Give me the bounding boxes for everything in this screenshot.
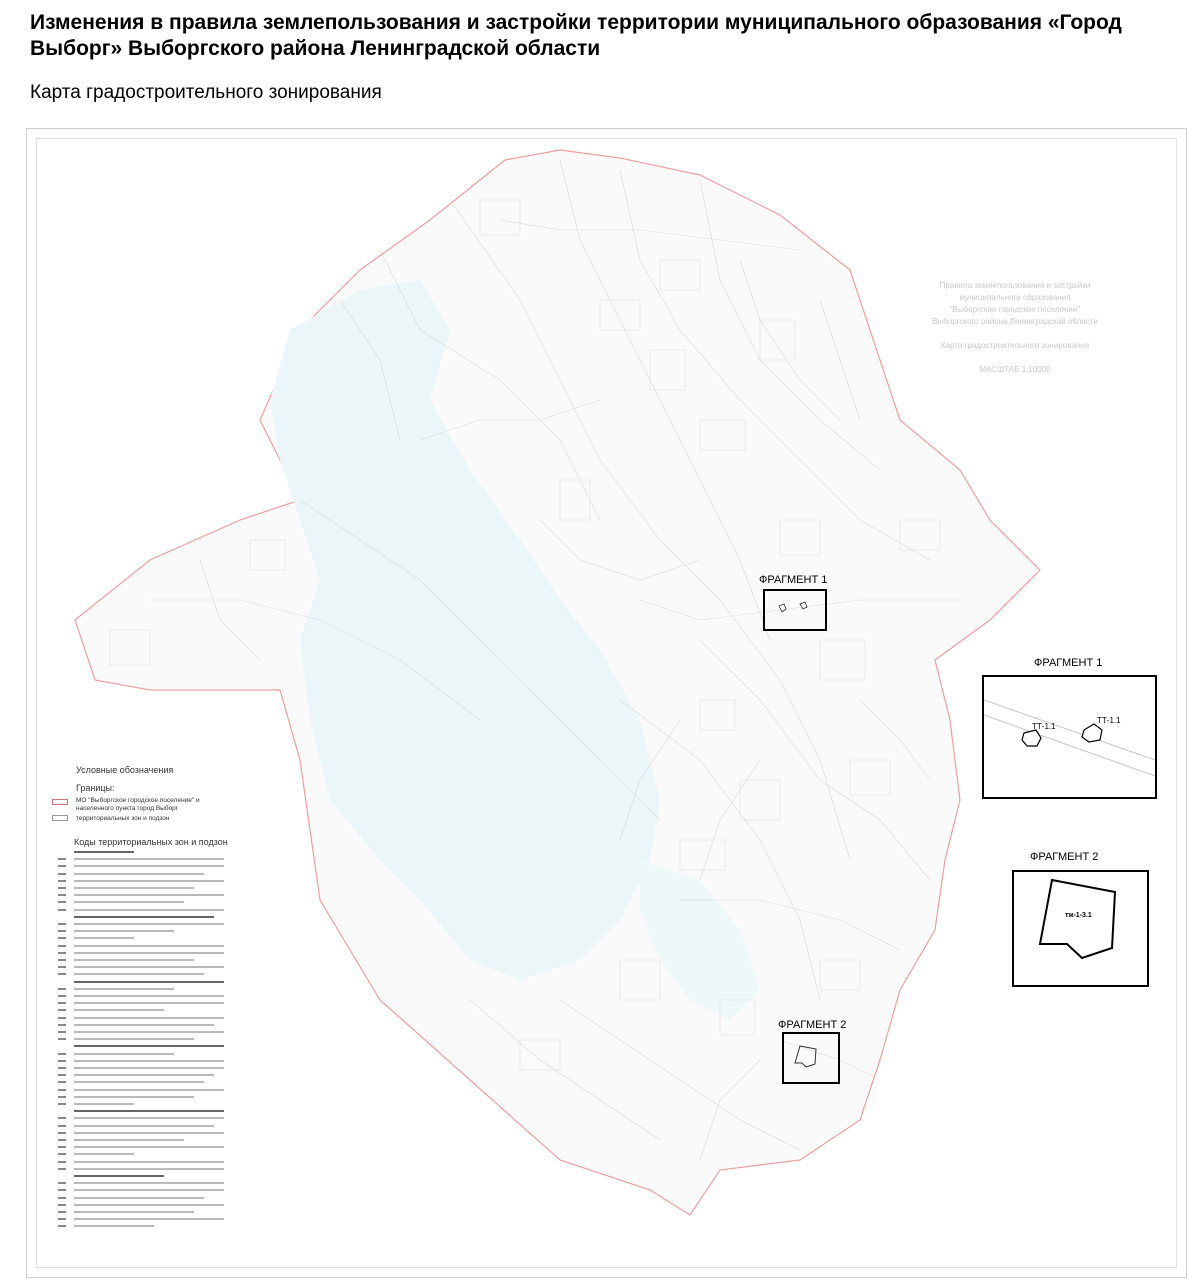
legend-code-row (58, 887, 238, 890)
fragment-2-inset-label: ФРАГМЕНТ 2 (1030, 851, 1099, 863)
legend-code-abbrev (58, 959, 66, 961)
legend-code-description (74, 1182, 224, 1184)
page-subtitle: Карта градостроительного зонирования (30, 82, 382, 103)
legend-code-abbrev (58, 1218, 66, 1220)
legend-code-abbrev (58, 1009, 66, 1011)
legend-code-description (74, 1225, 154, 1227)
legend-code-abbrev (58, 1146, 66, 1148)
legend-code-row (58, 1189, 238, 1192)
legend-code-description (74, 966, 224, 968)
stamp-spacer (915, 352, 1115, 364)
legend-code-row (58, 1081, 238, 1084)
legend-item-zones: территориальных зон и подзон (76, 815, 170, 822)
legend-code-description (74, 981, 224, 983)
legend-code-row (58, 1139, 238, 1142)
legend-code-row (58, 873, 238, 876)
legend-borders-heading: Границы: (76, 783, 115, 793)
legend-code-abbrev (58, 1132, 66, 1134)
fragment-1-inset-label: ФРАГМЕНТ 1 (1034, 657, 1103, 669)
fragment-1-zone-a-label: ТТ-1.1 (1032, 722, 1056, 731)
stamp-scale: МАСШТАБ 1:10000 (979, 365, 1051, 374)
legend-code-row (58, 1074, 238, 1077)
legend-code-row (58, 981, 238, 984)
legend-code-abbrev (58, 1060, 66, 1062)
legend-code-row (58, 1204, 238, 1207)
legend-code-description (74, 851, 134, 853)
legend-zone-swatch (52, 815, 68, 821)
legend-code-abbrev (58, 901, 66, 903)
legend-code-row (58, 909, 238, 912)
legend-code-description (74, 1096, 194, 1098)
legend-code-description (74, 873, 204, 875)
legend-code-row (58, 894, 238, 897)
legend-code-abbrev (58, 1204, 66, 1206)
legend-code-abbrev (58, 1153, 66, 1155)
legend-code-description (74, 1038, 194, 1040)
legend-code-description (74, 959, 194, 961)
legend-code-row (58, 1125, 238, 1128)
legend-code-description (74, 988, 174, 990)
legend-code-description (74, 1089, 224, 1091)
legend-code-abbrev (58, 1161, 66, 1163)
legend-code-description (74, 1074, 214, 1076)
legend-code-row (58, 1053, 238, 1056)
legend-code-description (74, 880, 224, 882)
legend-code-description (74, 945, 224, 947)
legend-code-row (58, 1067, 238, 1070)
stamp-line: Правила землепользования и застройки (939, 281, 1091, 290)
legend-code-row (58, 1197, 238, 1200)
legend-code-abbrev (58, 952, 66, 954)
legend-code-description (74, 973, 204, 975)
legend-code-row (58, 959, 238, 962)
legend-code-row (58, 1038, 238, 1041)
legend-code-abbrev (58, 1139, 66, 1141)
fragment-1-zone-b-label: ТТ-1.1 (1097, 716, 1121, 725)
legend-code-description (74, 1161, 224, 1163)
legend-code-description (74, 894, 224, 896)
legend-code-description (74, 930, 174, 932)
fragment-2-map-label: ФРАГМЕНТ 2 (778, 1019, 847, 1031)
legend-code-row (58, 1096, 238, 1099)
legend-code-description (74, 1002, 224, 1004)
legend-code-description (74, 1009, 164, 1011)
legend-code-row (58, 995, 238, 998)
legend-codes-title: Коды территориальных зон и подзон (74, 837, 228, 847)
legend-code-row (58, 1182, 238, 1185)
legend-code-abbrev (58, 1189, 66, 1191)
stamp-line: Выборгского района Ленинградской области (932, 317, 1098, 326)
legend-code-abbrev (58, 858, 66, 860)
legend-code-abbrev (58, 909, 66, 911)
fragment-1-inset-box[interactable] (982, 675, 1157, 799)
legend-code-row (58, 858, 238, 861)
legend-code-description (74, 1189, 224, 1191)
legend-code-description (74, 1211, 194, 1213)
legend-code-description (74, 995, 224, 997)
legend-code-row (58, 930, 238, 933)
legend-code-row (58, 1225, 238, 1228)
legend-code-row (58, 1146, 238, 1149)
legend-code-row (58, 1218, 238, 1221)
legend-code-row (58, 1017, 238, 1020)
legend-code-row (58, 1168, 238, 1171)
legend-code-description (74, 923, 224, 925)
legend-code-description (74, 1204, 224, 1206)
page-title: Изменения в правила землепользования и застройки территории муниципального образования «Город Выборг» Выборгского района Ленинградской области (30, 11, 1122, 60)
legend-code-description (74, 1175, 164, 1177)
stamp-spacer (915, 328, 1115, 340)
legend-code-abbrev (58, 1002, 66, 1004)
legend-code-row (58, 1002, 238, 1005)
legend-title: Условные обозначения (76, 765, 174, 775)
legend-code-abbrev (58, 1053, 66, 1055)
legend-code-row (58, 1045, 238, 1048)
legend-code-description (74, 1197, 204, 1199)
legend-code-row (58, 945, 238, 948)
legend-code-abbrev (58, 966, 66, 968)
legend-code-description (74, 1132, 224, 1134)
legend-code-abbrev (58, 945, 66, 947)
legend-code-description (74, 952, 224, 954)
legend-code-row (58, 916, 238, 919)
legend-code-row (58, 973, 238, 976)
legend-code-description (74, 858, 224, 860)
legend-code-abbrev (58, 1038, 66, 1040)
legend-code-row (58, 1110, 238, 1113)
legend-code-description (74, 1031, 224, 1033)
legend-code-row (58, 988, 238, 991)
legend-code-description (74, 1117, 224, 1119)
legend-code-abbrev (58, 1211, 66, 1213)
legend-code-abbrev (58, 1103, 66, 1105)
stamp-line: Карта градостроительного зонирования (940, 341, 1090, 350)
legend-code-abbrev (58, 1089, 66, 1091)
legend-code-description (74, 909, 224, 911)
legend-code-abbrev (58, 873, 66, 875)
legend-code-description (74, 1017, 224, 1019)
legend-code-description (74, 887, 194, 889)
legend-code-row (58, 966, 238, 969)
legend-code-row (58, 901, 238, 904)
legend-code-abbrev (58, 995, 66, 997)
legend-code-description (74, 1067, 224, 1069)
legend-code-abbrev (58, 1197, 66, 1199)
legend-code-row (58, 952, 238, 955)
legend-code-abbrev (58, 1096, 66, 1098)
legend-code-abbrev (58, 988, 66, 990)
legend-code-description (74, 1110, 224, 1112)
legend-code-row (58, 1024, 238, 1027)
legend-code-abbrev (58, 1125, 66, 1127)
legend-code-description (74, 1146, 224, 1148)
legend-code-row (58, 1103, 238, 1106)
legend-code-abbrev (58, 894, 66, 896)
legend-code-row (58, 1117, 238, 1120)
legend-code-row (58, 851, 238, 854)
legend-boundary-swatch (52, 799, 68, 805)
stamp-line: муниципального образования (959, 293, 1071, 302)
legend-code-abbrev (58, 1117, 66, 1119)
legend-code-abbrev (58, 923, 66, 925)
legend-code-description (74, 1045, 224, 1047)
fragment-1-map-box[interactable] (763, 589, 827, 631)
fragment-2-inset-box[interactable] (1012, 870, 1149, 987)
legend-code-row (58, 1132, 238, 1135)
legend-code-abbrev (58, 1168, 66, 1170)
legend-code-description (74, 1125, 214, 1127)
legend-code-abbrev (58, 887, 66, 889)
stamp-line: "Выборгское городское поселение" (949, 305, 1081, 314)
legend-code-abbrev (58, 1182, 66, 1184)
legend-code-description (74, 865, 224, 867)
legend-code-description (74, 1139, 184, 1141)
legend-code-description (74, 916, 214, 918)
map-stamp (915, 280, 1115, 376)
legend-code-row (58, 1175, 238, 1178)
legend-code-description (74, 1081, 204, 1083)
legend-code-abbrev (58, 937, 66, 939)
legend-code-row (58, 1009, 238, 1012)
legend-code-abbrev (58, 1074, 66, 1076)
legend-code-row (58, 1031, 238, 1034)
legend-code-description (74, 937, 134, 939)
legend-code-row (58, 923, 238, 926)
legend-code-description (74, 1103, 134, 1105)
legend-code-row (58, 1060, 238, 1063)
legend-code-row (58, 1153, 238, 1156)
legend-code-row (58, 865, 238, 868)
legend-code-abbrev (58, 865, 66, 867)
legend-code-abbrev (58, 880, 66, 882)
legend-code-abbrev (58, 1081, 66, 1083)
legend-code-description (74, 901, 184, 903)
legend-code-description (74, 1060, 224, 1062)
legend-code-abbrev (58, 1067, 66, 1069)
legend-code-abbrev (58, 1017, 66, 1019)
legend-code-row (58, 880, 238, 883)
legend-code-description (74, 1168, 224, 1170)
legend-code-description (74, 1053, 174, 1055)
legend-code-row (58, 1211, 238, 1214)
legend-code-abbrev (58, 973, 66, 975)
legend-code-description (74, 1024, 214, 1026)
fragment-2-map-box[interactable] (782, 1032, 840, 1084)
legend-code-row (58, 937, 238, 940)
fragment-2-zone-label: тж-1-3.1 (1065, 912, 1092, 919)
fragment-1-map-label: ФРАГМЕНТ 1 (759, 574, 828, 586)
legend-code-row (58, 1161, 238, 1164)
legend-code-abbrev (58, 1031, 66, 1033)
legend-code-abbrev (58, 1225, 66, 1227)
legend-code-description (74, 1153, 134, 1155)
legend-code-row (58, 1089, 238, 1092)
legend-code-abbrev (58, 1024, 66, 1026)
legend-code-abbrev (58, 930, 66, 932)
legend-code-description (74, 1218, 224, 1220)
legend-item-boundary: МО "Выборгское городское поселение" и населенного пункта город Выборг (76, 797, 200, 812)
